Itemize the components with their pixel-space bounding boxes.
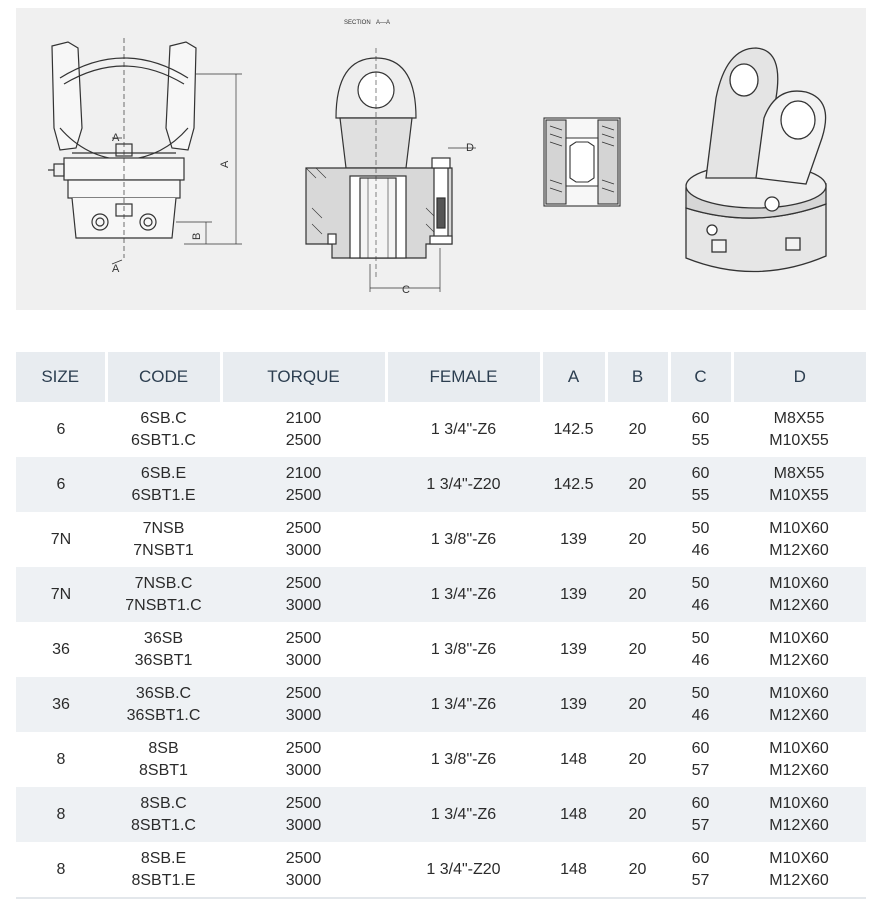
section-marker-bottom: A	[112, 263, 120, 275]
cell-code-line: 36SBT1	[134, 651, 193, 669]
cell-code-line: 6SBT1.E	[131, 486, 196, 504]
cell-code-line: 7NSB.C	[134, 574, 193, 592]
cell-a: 139	[541, 622, 606, 677]
table-header	[16, 352, 866, 402]
cell-c-line: 50	[691, 519, 710, 537]
cell-d-line: M8X55	[773, 464, 825, 482]
table-row	[16, 787, 866, 842]
cell-a: 139	[541, 567, 606, 622]
cell-c-line: 60	[691, 464, 710, 482]
cell-d-line: M12X60	[769, 541, 829, 559]
cell-c-line: 57	[691, 761, 710, 779]
cell-code-line: 7NSBT1.C	[125, 596, 202, 614]
cell-code-line: 36SBT1.C	[126, 706, 201, 724]
header-row	[16, 352, 866, 402]
cell-size: 36	[16, 622, 106, 677]
cell-b: 20	[606, 677, 669, 732]
cell-d	[732, 842, 866, 898]
cell-torque-line: 2500	[285, 739, 322, 757]
cell-c-line: 57	[691, 816, 710, 834]
cell-torque	[221, 457, 386, 512]
cell-code	[106, 732, 221, 787]
table-row	[16, 402, 866, 457]
front-view-drawing	[48, 38, 242, 264]
cell-b: 20	[606, 622, 669, 677]
cell-female: 1 3/8"-Z6	[386, 512, 541, 567]
section-view-drawing	[306, 48, 476, 292]
cell-size: 7N	[16, 567, 106, 622]
cell-b: 20	[606, 842, 669, 898]
cell-d	[732, 567, 866, 622]
cell-c-line: 60	[691, 849, 710, 867]
cell-torque	[221, 512, 386, 567]
section-title: SECTION	[344, 20, 371, 26]
cell-d-line: M8X55	[773, 409, 825, 427]
cell-torque-line: 2500	[285, 794, 322, 812]
cell-torque-line: 3000	[285, 651, 322, 669]
cell-code	[106, 842, 221, 898]
cell-size: 7N	[16, 512, 106, 567]
cell-c	[669, 402, 732, 457]
cell-d-line: M12X60	[769, 871, 829, 889]
cell-c-line: 50	[691, 574, 710, 592]
cell-c	[669, 787, 732, 842]
section-marker-top: A	[112, 132, 120, 144]
cell-torque-line: 2500	[285, 431, 322, 449]
table-row	[16, 512, 866, 567]
cell-size: 8	[16, 732, 106, 787]
cell-a: 139	[541, 512, 606, 567]
cell-code	[106, 457, 221, 512]
cell-female: 1 3/8"-Z6	[386, 622, 541, 677]
cell-c-line: 60	[691, 739, 710, 757]
column-header-code: CODE	[106, 352, 221, 402]
cell-torque	[221, 732, 386, 787]
cell-torque-line: 2500	[285, 574, 322, 592]
cell-b: 20	[606, 457, 669, 512]
cell-c-line: 50	[691, 684, 710, 702]
cell-c	[669, 512, 732, 567]
cell-torque	[221, 677, 386, 732]
cell-d	[732, 677, 866, 732]
dimension-a-label: A	[219, 160, 231, 168]
specification-table	[16, 352, 866, 899]
cell-b: 20	[606, 732, 669, 787]
cell-code-line: 8SB.E	[140, 849, 187, 867]
section-reference: A—A	[376, 20, 391, 26]
cell-c	[669, 622, 732, 677]
cell-b: 20	[606, 787, 669, 842]
column-header-c: C	[669, 352, 732, 402]
cell-d	[732, 732, 866, 787]
isometric-view-drawing	[686, 48, 826, 272]
cell-c	[669, 457, 732, 512]
cell-torque-line: 2500	[285, 684, 322, 702]
cell-c	[669, 842, 732, 898]
cell-size: 6	[16, 457, 106, 512]
cell-d	[732, 402, 866, 457]
cell-c	[669, 677, 732, 732]
cell-torque-line: 2100	[285, 409, 322, 427]
table-row	[16, 677, 866, 732]
cell-d-line: M10X60	[769, 574, 829, 592]
cell-c-line: 50	[691, 629, 710, 647]
cell-d	[732, 512, 866, 567]
dimension-c-label: C	[402, 284, 410, 296]
cell-d-line: M10X60	[769, 684, 829, 702]
cell-d-line: M12X60	[769, 596, 829, 614]
cell-torque	[221, 787, 386, 842]
cell-torque	[221, 567, 386, 622]
cell-a: 148	[541, 787, 606, 842]
cell-code-line: 7NSBT1	[133, 541, 194, 559]
cell-b: 20	[606, 567, 669, 622]
cell-c-line: 55	[691, 486, 710, 504]
cell-d-line: M10X60	[769, 629, 829, 647]
cell-code	[106, 622, 221, 677]
cell-c-line: 60	[691, 794, 710, 812]
cell-c-line: 60	[691, 409, 710, 427]
cell-torque-line: 3000	[285, 706, 322, 724]
cell-d-line: M10X60	[769, 794, 829, 812]
cell-torque-line: 3000	[285, 871, 322, 889]
cell-c-line: 55	[691, 431, 710, 449]
cell-female: 1 3/4"-Z20	[386, 842, 541, 898]
cell-d-line: M10X60	[769, 849, 829, 867]
cell-size: 6	[16, 402, 106, 457]
cell-torque-line: 3000	[285, 541, 322, 559]
cell-size: 8	[16, 787, 106, 842]
cell-d-line: M12X60	[769, 761, 829, 779]
cell-female: 1 3/4"-Z6	[386, 402, 541, 457]
cell-code-line: 36SB.C	[135, 684, 192, 702]
cell-torque	[221, 622, 386, 677]
cell-a: 148	[541, 732, 606, 787]
cell-a: 142.5	[541, 402, 606, 457]
cell-female: 1 3/4"-Z20	[386, 457, 541, 512]
cell-d-line: M12X60	[769, 706, 829, 724]
cell-code-line: 8SBT1	[139, 761, 188, 779]
cell-c-line: 57	[691, 871, 710, 889]
table-row	[16, 457, 866, 512]
cell-c	[669, 567, 732, 622]
yoke-drawings	[16, 8, 866, 310]
column-header-torque: TORQUE	[221, 352, 386, 402]
technical-drawing-panel	[16, 8, 866, 310]
cell-size: 36	[16, 677, 106, 732]
cell-female: 1 3/4"-Z6	[386, 787, 541, 842]
cell-torque-line: 2500	[285, 486, 322, 504]
dimension-b-label: B	[191, 232, 203, 240]
cell-c-line: 46	[691, 651, 710, 669]
cell-torque	[221, 402, 386, 457]
cell-d-line: M10X55	[769, 486, 829, 504]
cell-torque-line: 3000	[285, 816, 322, 834]
cell-d	[732, 787, 866, 842]
cell-torque-line: 2500	[285, 849, 322, 867]
cell-female: 1 3/8"-Z6	[386, 732, 541, 787]
cell-torque-line: 2500	[285, 629, 322, 647]
table-row	[16, 622, 866, 677]
cell-c	[669, 732, 732, 787]
cell-d-line: M10X55	[769, 431, 829, 449]
column-header-b: B	[606, 352, 669, 402]
cell-size: 8	[16, 842, 106, 898]
cell-torque-line: 3000	[285, 596, 322, 614]
cell-b: 20	[606, 512, 669, 567]
cell-b: 20	[606, 402, 669, 457]
cell-d	[732, 457, 866, 512]
column-header-female: FEMALE	[386, 352, 541, 402]
dimension-d-label: D	[466, 142, 474, 154]
cell-code-line: 8SB.C	[140, 794, 187, 812]
column-header-a: A	[541, 352, 606, 402]
cell-a: 148	[541, 842, 606, 898]
cell-code	[106, 787, 221, 842]
cell-female: 1 3/4"-Z6	[386, 567, 541, 622]
cell-code	[106, 677, 221, 732]
cell-code-line: 6SB.C	[140, 409, 187, 427]
cell-code-line: 8SBT1.E	[131, 871, 196, 889]
cell-d-line: M12X60	[769, 651, 829, 669]
column-header-size: SIZE	[16, 352, 106, 402]
table-body	[16, 402, 866, 898]
cell-d-line: M10X60	[769, 519, 829, 537]
cell-a: 139	[541, 677, 606, 732]
column-header-d: D	[732, 352, 866, 402]
cell-code-line: 8SBT1.C	[131, 816, 196, 834]
cell-code-line: 7NSB	[142, 519, 185, 537]
cell-code-line: 6SBT1.C	[131, 431, 196, 449]
cell-code	[106, 567, 221, 622]
table-row	[16, 567, 866, 622]
cell-code	[106, 512, 221, 567]
cell-a: 142.5	[541, 457, 606, 512]
cell-torque-line: 3000	[285, 761, 322, 779]
cell-torque	[221, 842, 386, 898]
table-row	[16, 842, 866, 898]
cell-torque-line: 2100	[285, 464, 322, 482]
cell-d	[732, 622, 866, 677]
cell-d-line: M12X60	[769, 816, 829, 834]
cell-torque-line: 2500	[285, 519, 322, 537]
cell-code-line: 6SB.E	[140, 464, 187, 482]
cell-code-line: 36SB	[143, 629, 184, 647]
cell-c-line: 46	[691, 596, 710, 614]
spline-hub-drawing	[544, 118, 620, 206]
cell-c-line: 46	[691, 541, 710, 559]
cell-c-line: 46	[691, 706, 710, 724]
cell-d-line: M10X60	[769, 739, 829, 757]
cell-code-line: 8SB	[148, 739, 179, 757]
table-row	[16, 732, 866, 787]
cell-female: 1 3/4"-Z6	[386, 677, 541, 732]
cell-code	[106, 402, 221, 457]
